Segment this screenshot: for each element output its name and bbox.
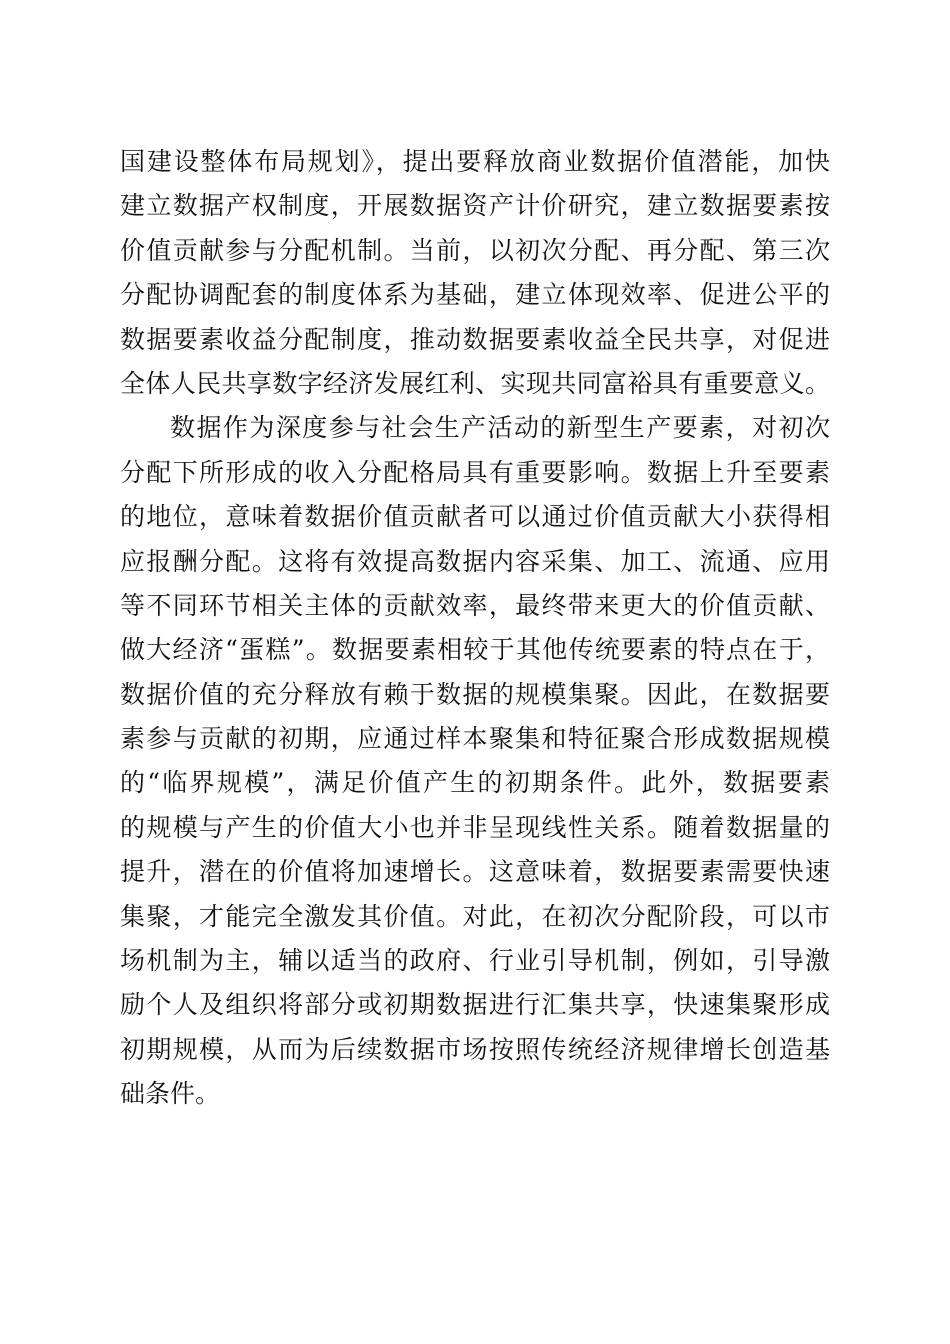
text-line: 的地位，意味着数据价值贡献者可以通过价值贡献大小获得相 bbox=[120, 502, 830, 532]
text-line: 场机制为主，辅以适当的政府、行业引导机制，例如，引导激 bbox=[120, 946, 830, 976]
paragraph-2 bbox=[120, 406, 830, 1116]
body-text bbox=[120, 140, 830, 1117]
text-line: 素参与贡献的初期，应通过样本聚集和特征聚合形成数据规模 bbox=[120, 724, 830, 754]
text-line: 的规模与产生的价值大小也并非呈现线性关系。随着数据量的 bbox=[120, 812, 830, 842]
text-line: 励个人及组织将部分或初期数据进行汇集共享，快速集聚形成 bbox=[120, 990, 830, 1020]
text-line: 应报酬分配。这将有效提高数据内容采集、加工、流通、应用 bbox=[120, 546, 830, 576]
paragraph-1 bbox=[120, 140, 830, 406]
text-line: 建立数据产权制度，开展数据资产计价研究，建立数据要素按 bbox=[120, 191, 830, 221]
text-line: 数据要素收益分配制度，推动数据要素收益全民共享，对促进 bbox=[120, 324, 830, 354]
text-line: 数据作为深度参与社会生产活动的新型生产要素，对初次 bbox=[170, 413, 830, 443]
text-line: 数据价值的充分释放有赖于数据的规模集聚。因此，在数据要 bbox=[120, 679, 830, 709]
text-line: 的“临界规模”，满足价值产生的初期条件。此外，数据要素 bbox=[120, 768, 830, 798]
text-line: 分配下所形成的收入分配格局具有重要影响。数据上升至要素 bbox=[120, 457, 830, 487]
text-line: 初期规模，从而为后续数据市场按照传统经济规律增长创造基 bbox=[120, 1034, 830, 1064]
text-line: 提升，潜在的价值将加速增长。这意味着，数据要素需要快速 bbox=[120, 857, 830, 887]
text-line: 分配协调配套的制度体系为基础，建立体现效率、促进公平的 bbox=[120, 280, 830, 310]
text-line: 础条件。 bbox=[120, 1079, 221, 1109]
text-line: 价值贡献参与分配机制。当前，以初次分配、再分配、第三次 bbox=[120, 235, 830, 265]
text-line: 国建设整体布局规划》，提出要释放商业数据价值潜能，加快 bbox=[120, 147, 830, 176]
text-line: 做大经济“蛋糕”。数据要素相较于其他传统要素的特点在于， bbox=[120, 635, 830, 665]
text-line: 集聚，才能完全激发其价值。对此，在初次分配阶段，可以市 bbox=[120, 901, 830, 931]
text-line: 全体人民共享数字经济发展红利、实现共同富裕具有重要意义。 bbox=[120, 368, 830, 398]
text-line: 等不同环节相关主体的贡献效率，最终带来更大的价值贡献、 bbox=[120, 590, 830, 620]
